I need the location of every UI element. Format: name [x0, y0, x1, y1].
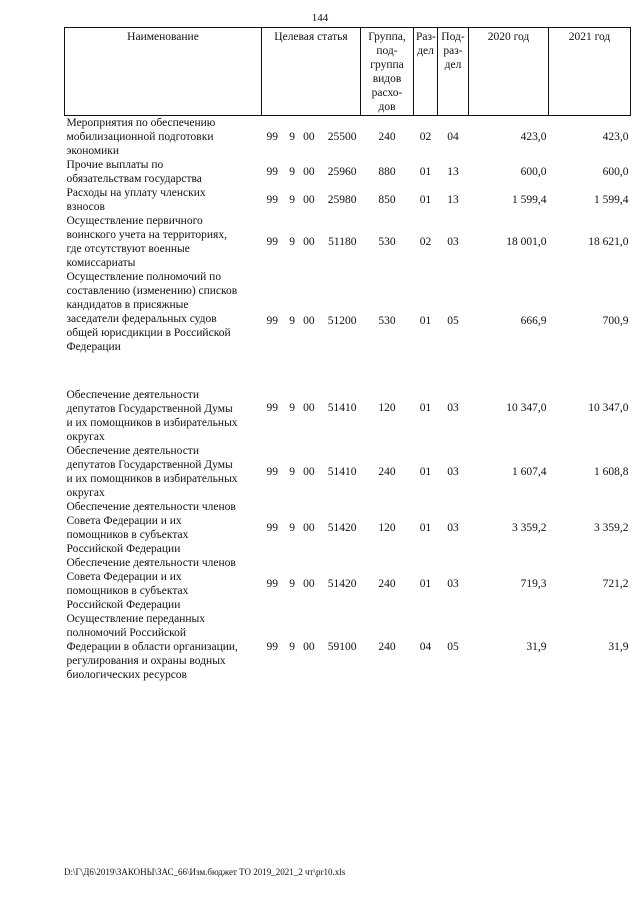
row-subsection: 05 — [447, 315, 459, 327]
row-name-line: Федерации в области организации, — [66, 641, 238, 653]
target-article-part: 25500 — [327, 131, 357, 143]
table-row — [65, 116, 631, 159]
table-row — [65, 612, 631, 682]
row-target-article — [262, 556, 361, 612]
row-amount-2020: 1 607,4 — [512, 466, 547, 478]
target-article-part: 99 — [266, 194, 278, 206]
header-name: Наименование — [65, 28, 262, 116]
target-article-part: 00 — [303, 402, 315, 414]
target-article-part: 25980 — [327, 194, 357, 206]
target-article-part: 99 — [266, 641, 278, 653]
target-article-part: 99 — [266, 236, 278, 248]
row-name-line: Обеспечение деятельности членов — [66, 557, 236, 569]
target-article-part: 9 — [289, 641, 296, 653]
row-group: 880 — [378, 166, 396, 178]
header-group-line: расхо- — [371, 87, 403, 99]
header-subsection-line: раз- — [443, 45, 463, 57]
row-section: 01 — [419, 166, 432, 178]
row-subsection: 03 — [447, 236, 459, 248]
header-group-line: группа — [370, 59, 404, 71]
target-article-part: 99 — [266, 131, 278, 143]
row-target-article — [262, 116, 361, 159]
row-name-line: Федерации — [66, 341, 121, 353]
row-name-line: Обеспечение деятельности — [66, 445, 199, 457]
row-amount-2021: 721,2 — [602, 578, 629, 590]
target-article-part: 51410 — [327, 402, 357, 414]
row-subsection: 05 — [447, 641, 459, 653]
row-name — [65, 444, 262, 500]
row-name-line: Российской Федерации — [66, 543, 181, 555]
header-section-line: Раз- — [416, 31, 436, 43]
row-name-line: депутатов Государственной Думы — [66, 459, 233, 471]
target-article-part: 00 — [303, 166, 315, 178]
row-group: 120 — [378, 402, 396, 414]
table-row — [65, 556, 631, 612]
row-name — [65, 556, 262, 612]
row-name-line: помощников в субъектах — [66, 585, 189, 597]
header-group-line: видов — [372, 73, 402, 85]
row-group: 240 — [378, 641, 396, 653]
header-section — [414, 28, 438, 116]
row-amount-2021: 3 359,2 — [594, 522, 629, 534]
target-article-part: 9 — [289, 194, 296, 206]
row-amount-2021: 10 347,0 — [588, 402, 629, 414]
row-target-article — [262, 612, 361, 682]
target-article-part: 9 — [289, 466, 296, 478]
row-subsection: 13 — [447, 194, 459, 206]
row-amount-2020: 31,9 — [526, 641, 547, 653]
target-article-part: 99 — [266, 466, 278, 478]
header-subsection-line: дел — [444, 59, 462, 71]
row-amount-2020: 666,9 — [520, 315, 547, 327]
row-name — [65, 214, 262, 270]
row-amount-2020: 1 599,4 — [512, 194, 547, 206]
target-article-part: 51180 — [328, 236, 357, 248]
table-header-row — [65, 28, 631, 116]
row-name — [65, 500, 262, 556]
row-subsection: 03 — [447, 522, 459, 534]
row-name — [65, 116, 262, 159]
row-target-article — [262, 500, 361, 556]
row-amount-2021: 700,9 — [602, 315, 629, 327]
row-name-line: воинского учета на территориях, — [66, 229, 227, 241]
row-amount-2021: 423,0 — [602, 131, 629, 143]
row-name-line: заседатели федеральных судов — [66, 313, 217, 325]
row-target-article — [262, 158, 361, 186]
target-article-part: 9 — [289, 522, 296, 534]
row-name-line: Совета Федерации и их — [66, 571, 182, 583]
target-article-part: 51420 — [327, 522, 357, 534]
row-group: 240 — [378, 578, 396, 590]
target-article-part: 51420 — [327, 578, 357, 590]
row-amount-2020: 600,0 — [520, 166, 547, 178]
header-section-line: дел — [417, 45, 434, 57]
row-section: 02 — [419, 131, 432, 143]
target-article-part: 9 — [289, 131, 296, 143]
row-subsection: 03 — [447, 466, 459, 478]
target-article-part: 00 — [303, 315, 315, 327]
header-group-line: Группа, — [368, 31, 406, 43]
table-row — [65, 270, 631, 372]
row-name-line: округах — [66, 487, 105, 499]
header-group — [361, 28, 414, 116]
row-amount-2021: 1 599,4 — [594, 194, 629, 206]
target-article-part: 59100 — [327, 641, 357, 653]
row-name-line: и их помощников в избирательных — [66, 417, 238, 429]
row-name-line: Обеспечение деятельности членов — [66, 501, 236, 513]
target-article-part: 00 — [303, 466, 315, 478]
row-subsection: 03 — [447, 402, 459, 414]
target-article-part: 99 — [266, 522, 278, 534]
target-article-part: 9 — [289, 402, 296, 414]
row-subsection: 03 — [447, 578, 459, 590]
row-target-article — [262, 186, 361, 214]
target-article-part: 9 — [289, 166, 296, 178]
header-group-line: дов — [378, 101, 396, 113]
row-name-line: депутатов Государственной Думы — [66, 403, 233, 415]
header-subsection — [438, 28, 469, 116]
header-2021: 2021 год — [549, 28, 631, 116]
target-article-part: 00 — [303, 641, 315, 653]
row-group: 530 — [378, 236, 396, 248]
table-row — [65, 500, 631, 556]
table-row — [65, 372, 631, 444]
row-target-article — [262, 214, 361, 270]
row-name-line: общей юрисдикции в Российской — [66, 327, 231, 339]
row-name-line: Совета Федерации и их — [66, 515, 182, 527]
file-path-footer: D:\Г\Д6\2019\ЗАКОНЫ\ЗАС_66\Изм.бюджет ТО 2019_2021_2 чт\pr10.xls — [64, 867, 346, 877]
row-section: 01 — [419, 194, 432, 206]
row-name-line: кандидатов в присяжные — [66, 299, 189, 311]
row-group: 120 — [378, 522, 396, 534]
row-name-line: обязательствам государства — [66, 173, 202, 185]
row-amount-2020: 423,0 — [520, 131, 547, 143]
row-name-line: Осуществление полномочий по — [66, 271, 222, 283]
target-article-part: 9 — [289, 236, 296, 248]
row-name-line: регулирования и охраны водных — [66, 655, 226, 667]
row-name — [65, 158, 262, 186]
row-group: 240 — [378, 466, 396, 478]
table-row — [65, 444, 631, 500]
row-target-article — [262, 372, 361, 444]
target-article-part: 00 — [303, 194, 315, 206]
budget-table — [64, 27, 631, 682]
row-name-line: и их помощников в избирательных — [66, 473, 238, 485]
row-target-article — [262, 444, 361, 500]
row-name-line: комиссариаты — [66, 257, 136, 269]
row-name-line: Осуществление первичного — [66, 215, 203, 227]
row-amount-2021: 1 608,8 — [594, 466, 629, 478]
row-group: 240 — [378, 131, 396, 143]
row-section: 02 — [419, 236, 432, 248]
target-article-part: 51200 — [327, 315, 357, 327]
target-article-part: 99 — [266, 315, 278, 327]
row-name-line: составлению (изменению) списков — [66, 285, 238, 297]
target-article-part: 51410 — [327, 466, 357, 478]
row-section: 01 — [419, 402, 432, 414]
page-number: 144 — [311, 12, 329, 24]
target-article-part: 9 — [289, 315, 296, 327]
row-amount-2021: 600,0 — [602, 166, 629, 178]
target-article-part: 00 — [303, 131, 315, 143]
row-name-line: Осуществление переданных — [66, 613, 205, 625]
row-target-article — [262, 270, 361, 372]
row-amount-2020: 18 001,0 — [506, 236, 547, 248]
row-group: 530 — [378, 315, 396, 327]
row-name-line: где отсутствуют военные — [66, 243, 190, 255]
target-article-part: 99 — [266, 166, 278, 178]
row-name-line: Расходы на уплату членских — [66, 187, 206, 199]
row-name-line: мобилизационной подготовки — [66, 131, 214, 143]
target-article-part: 00 — [303, 578, 315, 590]
row-name-line: Российской Федерации — [66, 599, 181, 611]
row-name-line: помощников в субъектах — [66, 529, 189, 541]
table-row — [65, 214, 631, 270]
row-section: 01 — [419, 522, 432, 534]
row-name-line: экономики — [66, 145, 120, 157]
header-group-line: под- — [376, 45, 398, 57]
header-2020: 2020 год — [469, 28, 549, 116]
target-article-part: 00 — [303, 236, 315, 248]
header-subsection-line: Под- — [441, 31, 465, 43]
row-amount-2021: 18 621,0 — [588, 236, 629, 248]
header-target-article: Целевая статья — [262, 28, 361, 116]
row-section: 01 — [419, 315, 432, 327]
row-amount-2020: 10 347,0 — [506, 402, 547, 414]
row-subsection: 04 — [447, 131, 459, 143]
row-name-line: полномочий Российской — [66, 627, 187, 639]
row-name-line: Мероприятия по обеспечению — [66, 117, 216, 129]
table-row — [65, 158, 631, 186]
table-row — [65, 186, 631, 214]
row-name — [65, 612, 262, 682]
row-name — [65, 372, 262, 444]
row-section: 04 — [419, 641, 432, 653]
row-amount-2021: 31,9 — [608, 641, 629, 653]
row-section: 01 — [419, 578, 432, 590]
target-article-part: 99 — [266, 578, 278, 590]
target-article-part: 9 — [289, 578, 296, 590]
row-name-line: взносов — [66, 201, 105, 213]
row-subsection: 13 — [447, 166, 459, 178]
target-article-part: 25960 — [327, 166, 357, 178]
row-name-line: округах — [66, 431, 105, 443]
target-article-part: 00 — [303, 522, 315, 534]
row-amount-2020: 3 359,2 — [512, 522, 547, 534]
row-amount-2020: 719,3 — [520, 578, 547, 590]
row-section: 01 — [419, 466, 432, 478]
row-name — [65, 186, 262, 214]
target-article-part: 99 — [266, 402, 278, 414]
row-name-line: Обеспечение деятельности — [66, 389, 199, 401]
row-name-line: биологических ресурсов — [66, 669, 187, 681]
row-name-line: Прочие выплаты по — [66, 159, 164, 171]
row-group: 850 — [378, 194, 396, 206]
row-name — [65, 270, 262, 372]
